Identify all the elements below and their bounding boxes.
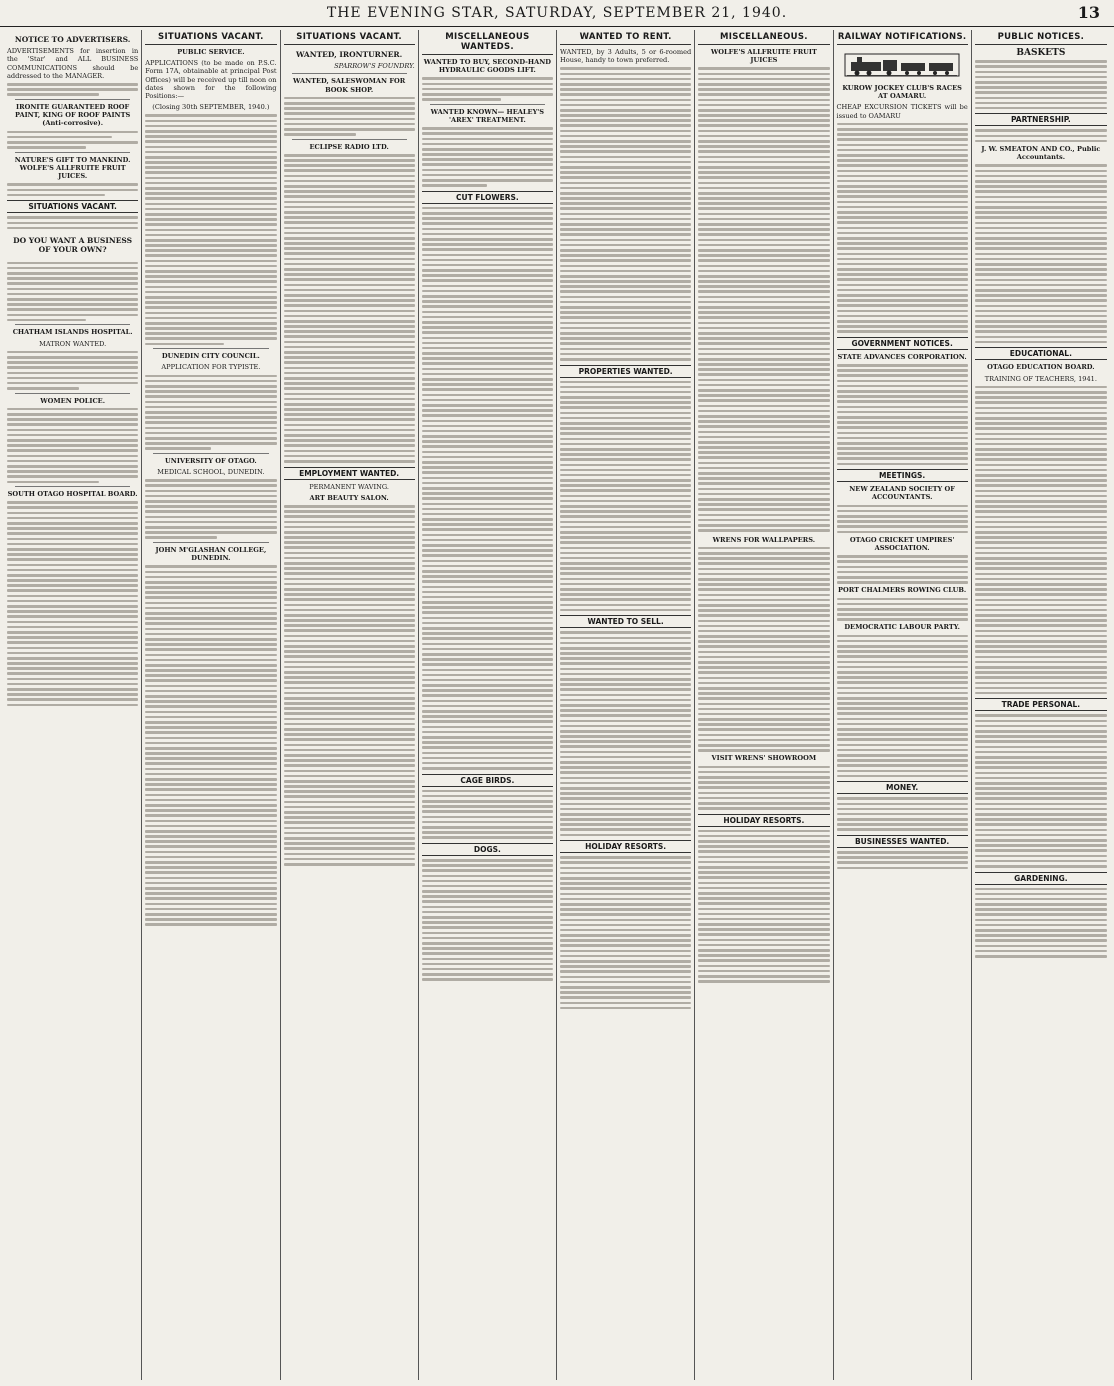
dogs-heading: DOGS. xyxy=(422,843,553,856)
wanted-to-sell-heading: WANTED TO SELL. xyxy=(560,615,691,628)
text-filler xyxy=(975,164,1107,343)
column-header: PUBLIC NOTICES. xyxy=(975,30,1107,45)
text-filler xyxy=(7,83,138,96)
section-heading: EDUCATIONAL. xyxy=(975,347,1107,360)
south-otago-heading: SOUTH OTAGO HOSPITAL BOARD. xyxy=(7,490,138,499)
text-filler xyxy=(7,262,138,322)
accountants-meeting: NEW ZEALAND SOCIETY OF ACCOUNTANTS. xyxy=(849,485,955,502)
column-4 xyxy=(419,30,557,1380)
holiday-resorts-heading: HOLIDAY RESORTS. xyxy=(560,840,691,853)
text-filler xyxy=(145,479,276,539)
labour-party-meeting: DEMOCRATIC LABOUR PARTY. xyxy=(844,623,960,632)
section-heading: EMPLOYMENT WANTED. xyxy=(284,467,415,480)
column-8 xyxy=(972,30,1110,1380)
text-filler xyxy=(560,856,691,1009)
column-1 xyxy=(4,30,142,1380)
masthead xyxy=(0,0,1114,27)
eclipse-radio-ad: ECLIPSE RADIO LTD. xyxy=(309,142,389,151)
wolfe-ad: NATURE'S GIFT TO MANKIND. WOLFE'S ALLFRUITE FRUIT JUICES. xyxy=(14,155,131,181)
column-header: RAILWAY NOTIFICATIONS. xyxy=(837,30,968,45)
arex-treatment-ad: WANTED KNOWN— HEALEY'S 'AREX' TREATMENT. xyxy=(430,107,545,124)
partnership-heading: PARTNERSHIP. xyxy=(975,113,1107,126)
art-beauty-salon: ART BEAUTY SALON. xyxy=(309,493,389,502)
text-filler xyxy=(7,216,138,229)
text-filler xyxy=(7,351,138,390)
gardening-heading: GARDENING. xyxy=(975,872,1107,885)
text-filler xyxy=(7,183,138,196)
notice-advertisers-heading: NOTICE TO ADVERTISERS. xyxy=(14,35,131,44)
text-filler xyxy=(145,565,276,926)
text-filler xyxy=(422,790,553,839)
column-6 xyxy=(695,30,833,1380)
column-2 xyxy=(142,30,280,1380)
kurow-races: KUROW JOCKEY CLUB'S RACES AT OAMARU. xyxy=(842,84,962,101)
training-teachers: TRAINING OF TEACHERS, 1941. xyxy=(984,374,1097,383)
column-header: MISCELLANEOUS WANTEDS. xyxy=(422,30,553,55)
business-ad-heading: DO YOU WANT A BUSINESS OF YOUR OWN? xyxy=(13,236,133,254)
mglashan-heading: JOHN M'GLASHAN COLLEGE, DUNEDIN. xyxy=(155,545,267,563)
ironite-ad: IRONITE GUARANTEED ROOF PAINT, KING OF ROOF PAINTS (Anti-corrosive). xyxy=(14,102,131,128)
matron-wanted: MATRON WANTED. xyxy=(39,339,107,348)
text-filler xyxy=(837,505,968,534)
text-filler xyxy=(975,60,1107,109)
notice-advertisers-body: ADVERTISEMENTS for insertion in the 'Star' and ALL BUSINESS COMMUNICATIONS should be addressed to the MANAGER. xyxy=(7,47,139,80)
text-filler xyxy=(560,67,691,360)
text-filler xyxy=(975,888,1107,958)
text-filler xyxy=(837,851,968,869)
text-filler xyxy=(422,207,553,770)
text-filler xyxy=(975,714,1107,867)
businesses-wanted-heading: BUSINESSES WANTED. xyxy=(837,835,968,848)
public-service-heading: PUBLIC SERVICE. xyxy=(177,48,245,56)
dunedin-council-heading: DUNEDIN CITY COUNCIL. xyxy=(161,352,260,361)
wrens-wallpapers: WRENS FOR WALLPAPERS. xyxy=(712,535,816,544)
column-header: MISCELLANEOUS. xyxy=(698,30,829,45)
typiste-heading: APPLICATION FOR TYPISTE. xyxy=(161,363,261,372)
education-board: OTAGO EDUCATION BOARD. xyxy=(987,363,1095,372)
meetings-heading: MEETINGS. xyxy=(837,469,968,482)
text-filler xyxy=(837,555,968,584)
sparrows-foundry: SPARROW'S FOUNDRY. xyxy=(334,62,415,71)
saleswoman-ad: WANTED, SALESWOMAN FOR BOOK SHOP. xyxy=(293,77,406,94)
text-filler xyxy=(837,364,968,465)
cricket-umpires-meeting: OTAGO CRICKET UMPIRES' ASSOCIATION. xyxy=(849,535,955,552)
medical-school-heading: MEDICAL SCHOOL, DUNEDIN. xyxy=(157,468,265,477)
text-filler xyxy=(560,631,691,836)
columns xyxy=(4,30,1110,1380)
chatham-hospital-heading: CHATHAM ISLANDS HOSPITAL. xyxy=(12,328,133,337)
text-filler xyxy=(837,123,968,333)
column-3 xyxy=(281,30,419,1380)
ironturner-ad: WANTED, IRONTURNER. xyxy=(295,50,403,59)
text-filler xyxy=(7,131,138,149)
text-filler xyxy=(837,797,968,831)
column-header: SITUATIONS VACANT. xyxy=(145,30,276,45)
text-filler xyxy=(422,77,553,100)
section-heading: GOVERNMENT NOTICES. xyxy=(837,337,968,350)
text-filler xyxy=(145,375,276,450)
closing-date: (Closing 30th SEPTEMBER, 1940.) xyxy=(152,103,270,112)
text-filler xyxy=(837,598,968,621)
text-filler xyxy=(975,129,1107,142)
masthead-title: THE EVENING STAR, SATURDAY, SEPTEMBER 21, 1940. xyxy=(326,5,788,21)
goods-lift-ad: WANTED TO BUY, SECOND-HAND HYDRAULIC GOODS LIFT. xyxy=(423,58,551,75)
women-police-heading: WOMEN POLICE. xyxy=(40,396,106,405)
text-filler xyxy=(7,501,138,706)
text-filler xyxy=(284,505,415,866)
section-heading: PROPERTIES WANTED. xyxy=(560,365,691,378)
rowing-club-meeting: PORT CHALMERS ROWING CLUB. xyxy=(838,586,967,595)
cut-flowers-heading: CUT FLOWERS. xyxy=(422,191,553,204)
text-filler xyxy=(145,114,276,345)
text-filler xyxy=(422,859,553,981)
wolfe-juices-ad: WOLFE'S ALLFRUITE FRUIT JUICES xyxy=(710,48,817,65)
wrens-showroom: VISIT WRENS' SHOWROOM xyxy=(711,754,817,763)
text-filler xyxy=(7,408,138,483)
text-filler xyxy=(284,97,415,136)
holiday-resorts-heading: HOLIDAY RESORTS. xyxy=(698,814,829,827)
text-filler xyxy=(422,127,553,187)
text-filler xyxy=(560,381,691,612)
section-heading: SITUATIONS VACANT. xyxy=(7,200,138,213)
baskets-heading: BASKETS xyxy=(1016,48,1066,58)
text-filler xyxy=(698,830,829,983)
text-filler xyxy=(698,547,829,752)
university-heading: UNIVERSITY OF OTAGO. xyxy=(165,456,257,465)
state-advances: STATE ADVANCES CORPORATION. xyxy=(837,352,967,361)
text-filler xyxy=(975,386,1107,695)
excursion-tickets: CHEAP EXCURSION TICKETS will be issued to OAMARU xyxy=(836,103,968,120)
page-number: 13 xyxy=(1077,3,1100,22)
trade-personal-heading: TRADE PERSONAL. xyxy=(975,698,1107,711)
column-header: SITUATIONS VACANT. xyxy=(284,30,415,45)
text-filler xyxy=(698,67,829,531)
column-header: WANTED TO RENT. xyxy=(560,30,691,45)
rent-ad-first: WANTED, by 3 Adults, 5 or 6-roomed House, handy to town preferred. xyxy=(560,48,692,65)
smeaton-accountants: J. W. SMEATON AND CO., Public Accountants. xyxy=(981,145,1101,162)
permanent-waving: PERMANENT WAVING. xyxy=(309,482,389,491)
text-filler xyxy=(837,635,968,778)
text-filler xyxy=(698,766,829,810)
text-filler xyxy=(284,154,415,463)
column-5 xyxy=(557,30,695,1380)
public-service-body: APPLICATIONS (to be made on P.S.C. Form 17A, obtainable at principal Post Offices) will be received up till noon on dates shown for the following Positions:— xyxy=(145,59,277,101)
money-heading: MONEY. xyxy=(837,781,968,794)
locomotive-illustration xyxy=(843,48,961,82)
section-heading: CAGE BIRDS. xyxy=(422,774,553,787)
column-7 xyxy=(834,30,972,1380)
